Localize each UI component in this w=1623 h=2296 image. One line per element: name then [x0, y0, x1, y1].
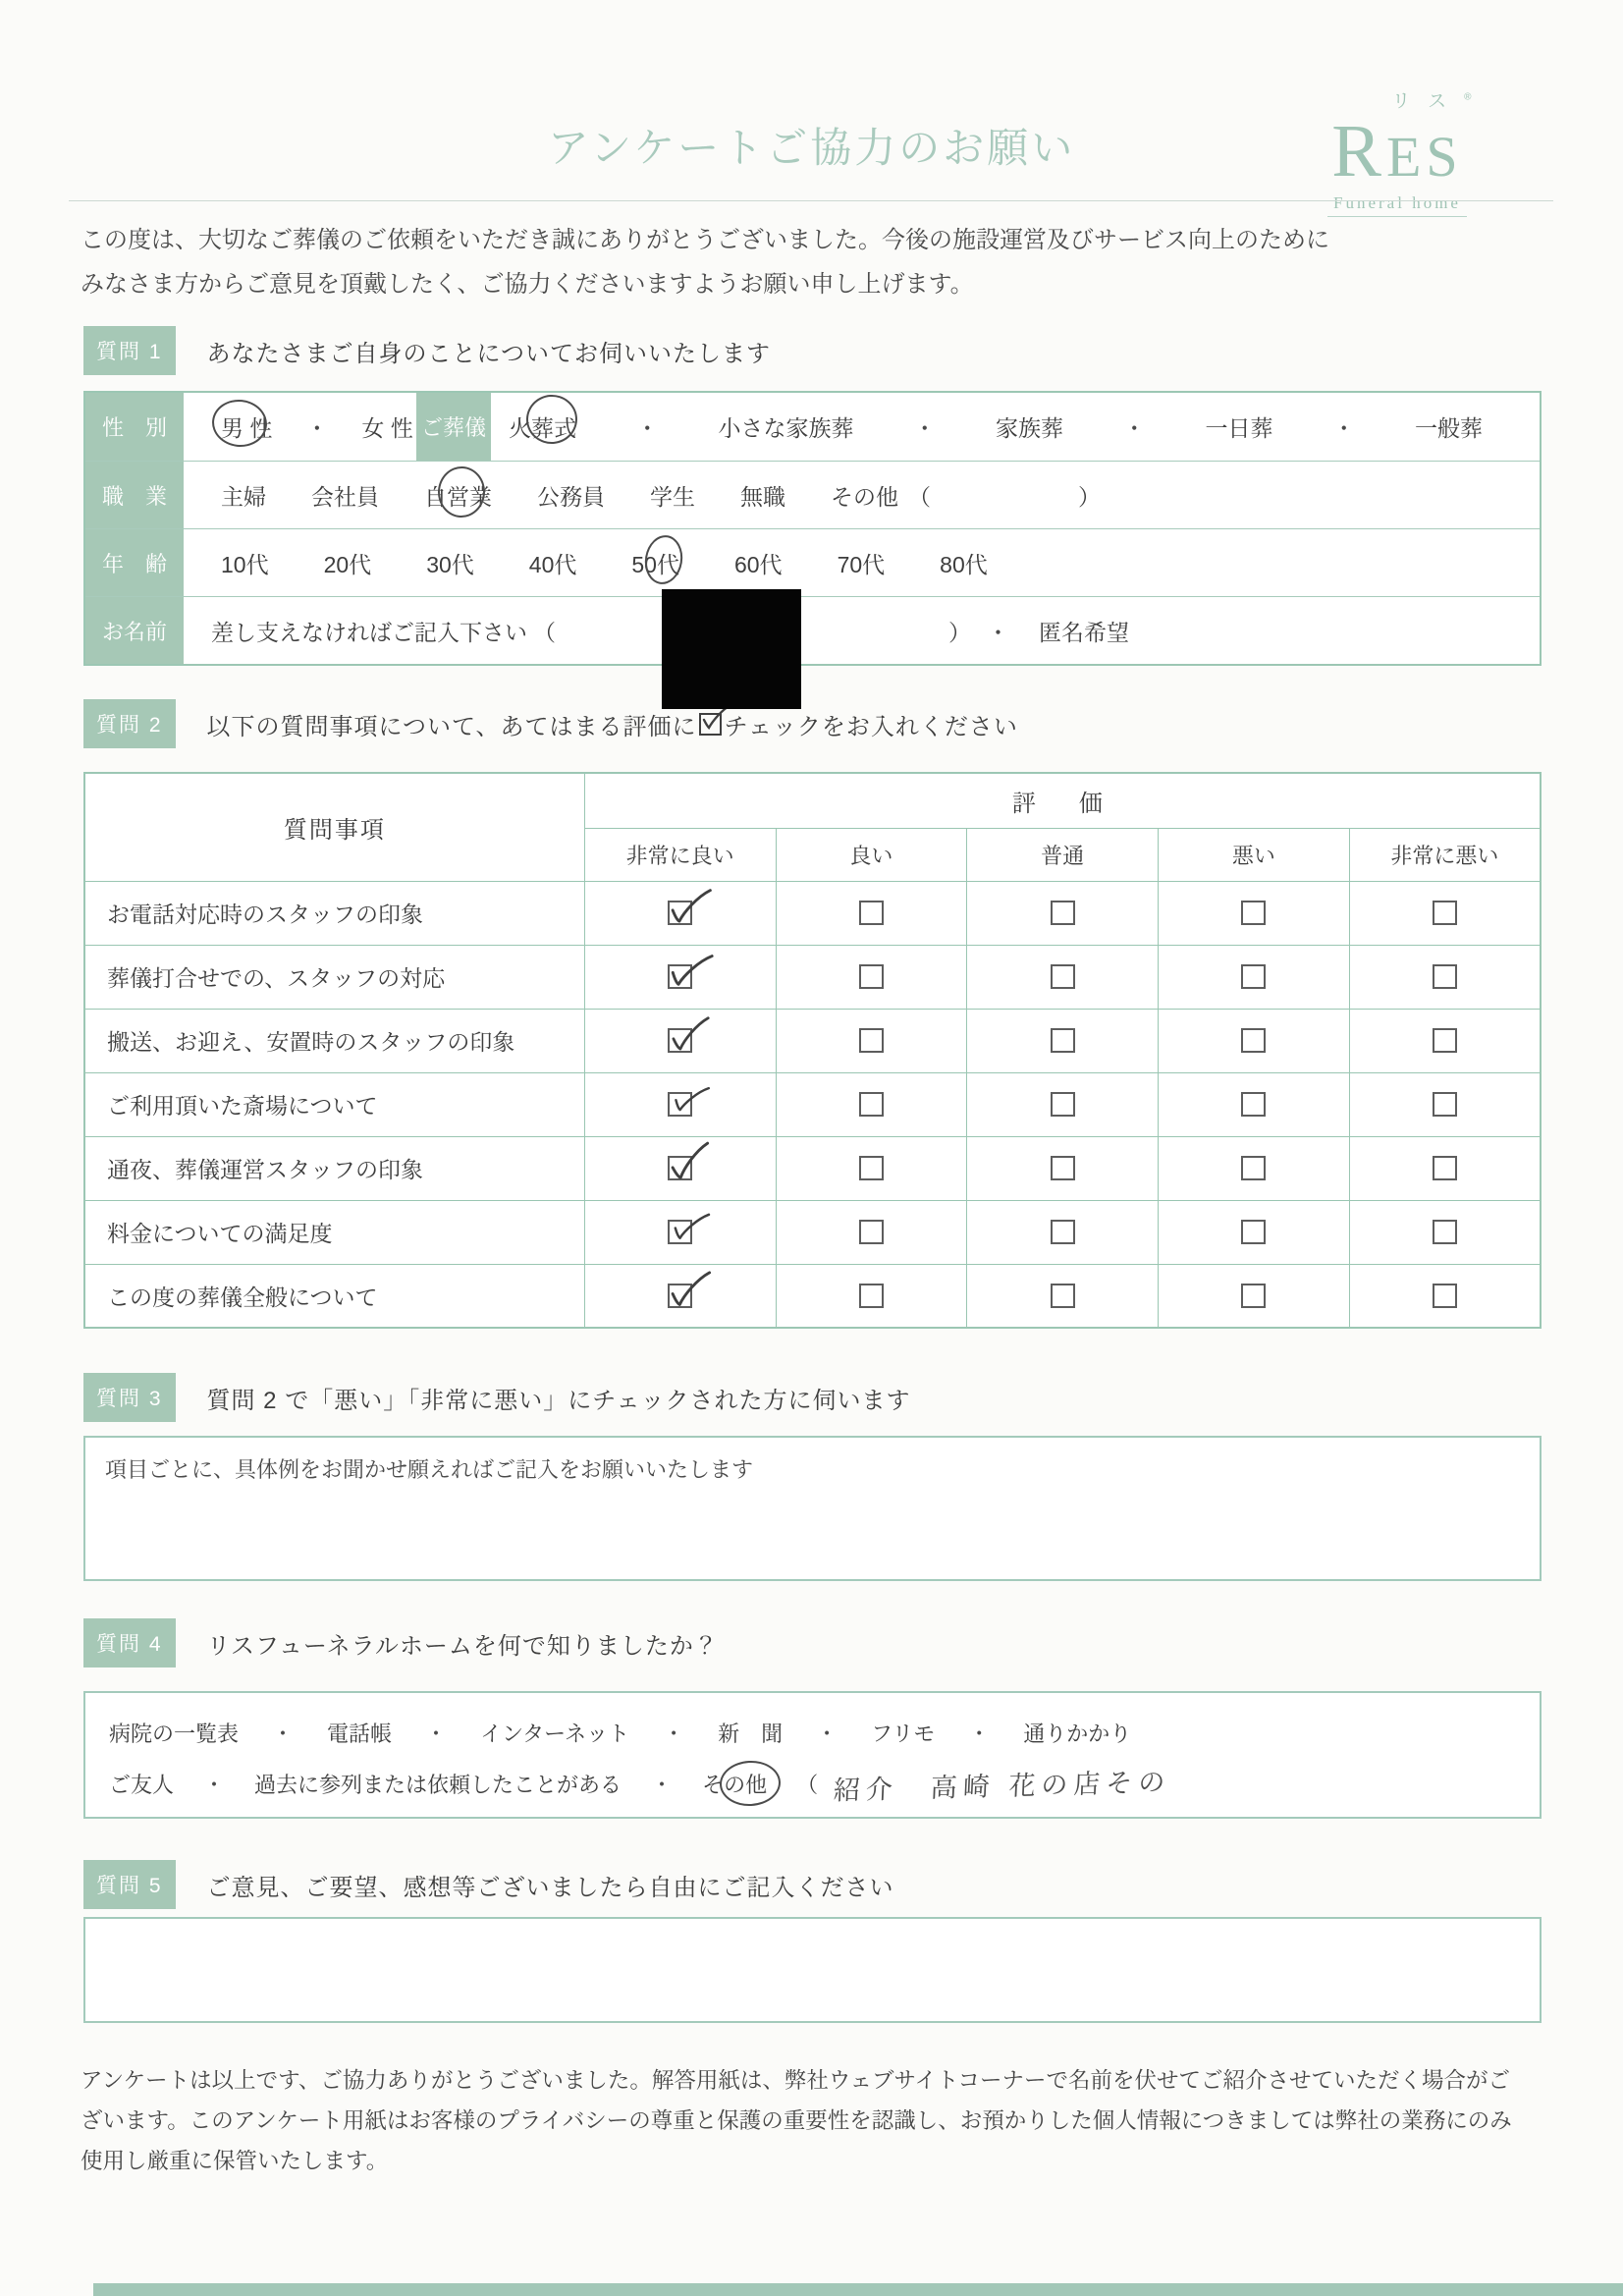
- question4-options-row1: [109, 1707, 1520, 1758]
- logo-kana: [1358, 86, 1505, 113]
- question3-header: [83, 1373, 910, 1422]
- row-label: 料金についての満足度: [84, 1200, 584, 1264]
- checkbox-checked[interactable]: [668, 1284, 692, 1308]
- checkbox[interactable]: [1051, 1028, 1075, 1053]
- table-row: [84, 1200, 1541, 1264]
- option-male[interactable]: 男 性: [221, 410, 272, 443]
- checkbox[interactable]: [1433, 1220, 1457, 1244]
- option-newspaper[interactable]: 新 聞: [718, 1721, 784, 1746]
- checkbox[interactable]: [1433, 1028, 1457, 1053]
- checkbox[interactable]: [1241, 1028, 1266, 1053]
- option-age-40s[interactable]: 40代: [528, 551, 577, 577]
- checkbox[interactable]: [1051, 1220, 1075, 1244]
- header-divider: [69, 200, 1553, 201]
- question5-header: [83, 1860, 894, 1909]
- check-mark: [660, 1139, 719, 1194]
- occupation-label: 職 業: [85, 462, 184, 528]
- checked-checkbox-icon: [699, 713, 722, 736]
- separator-dot: ・: [968, 1721, 991, 1746]
- question5-badge: 質問 5: [83, 1860, 176, 1909]
- question1-title: あなたさまご自身のことについてお伺いいたします: [206, 340, 772, 367]
- checkbox-checked[interactable]: [668, 964, 692, 989]
- checkbox[interactable]: [1241, 1284, 1266, 1308]
- option-phonebook[interactable]: 電話帳: [327, 1721, 393, 1746]
- checkbox[interactable]: [859, 901, 884, 925]
- registered-mark: ®: [1464, 91, 1472, 103]
- page-title: アンケートご協力のお願い: [547, 125, 1076, 171]
- intro-line-2: みなさま方からご意見を頂戴したく、ご協力くださいますようお願い申し上げます。: [81, 271, 974, 298]
- gender-label: 性 別: [85, 393, 184, 461]
- checkbox[interactable]: [1433, 901, 1457, 925]
- paren-close: ）: [948, 619, 971, 645]
- table-row: [84, 1009, 1541, 1072]
- table-row: [84, 1072, 1541, 1136]
- separator-dot: ・: [913, 415, 937, 441]
- question1-header: [83, 326, 771, 375]
- gender-funeral-row: [85, 393, 1540, 461]
- rating-header-row: [84, 773, 1541, 828]
- age-options: [184, 529, 1540, 596]
- option-anonymous[interactable]: 匿名希望: [1039, 619, 1129, 645]
- option-one-day-funeral[interactable]: 一日葬: [1205, 415, 1273, 441]
- question4-title: リスフューネラルホームを何で知りましたか？: [206, 1632, 719, 1660]
- gender-options: [184, 393, 416, 461]
- name-prompt: 差し支えなければご記入下さい: [211, 619, 527, 645]
- option-civil-servant[interactable]: 公務員: [537, 483, 605, 510]
- table-row: [84, 945, 1541, 1009]
- profile-table: [83, 391, 1542, 666]
- paren-open: （: [908, 483, 931, 510]
- checkbox[interactable]: [859, 1092, 884, 1117]
- option-age-30s[interactable]: 30代: [426, 551, 474, 577]
- option-internet[interactable]: インターネット: [480, 1721, 630, 1746]
- name-entry-cell: [184, 597, 1540, 664]
- separator-dot: ・: [987, 619, 1009, 645]
- row-label: この度の葬儀全般について: [84, 1264, 584, 1328]
- option-housewife[interactable]: 主婦: [221, 483, 266, 510]
- checkbox[interactable]: [859, 1220, 884, 1244]
- option-kasoushiki[interactable]: 火葬式: [509, 410, 576, 443]
- option-female[interactable]: 女 性: [361, 415, 413, 441]
- option-small-family-funeral[interactable]: 小さな家族葬: [718, 415, 854, 441]
- rating-very-good: 非常に良い: [584, 828, 776, 881]
- question2-title: 以下の質問事項について、あてはまる評価に チェックをお入れください: [207, 707, 1018, 741]
- option-age-50s[interactable]: 50代: [631, 547, 679, 579]
- option-company-employee[interactable]: 会社員: [311, 483, 379, 510]
- option-unemployed[interactable]: 無職: [740, 483, 785, 510]
- checkbox[interactable]: [859, 1028, 884, 1053]
- checkbox-checked[interactable]: [668, 901, 692, 925]
- question2-header: [83, 699, 1018, 748]
- question3-badge: 質問 3: [83, 1373, 176, 1422]
- question3-free-text-box[interactable]: [83, 1436, 1542, 1581]
- item-column-header: 質問事項: [84, 773, 584, 881]
- option-age-20s[interactable]: 20代: [323, 551, 372, 577]
- question4-header: [83, 1618, 719, 1667]
- question3-title: 質問 2 で「悪い」「非常に悪い」にチェックされた方に伺います: [206, 1387, 911, 1414]
- option-age-10s[interactable]: 10代: [221, 551, 269, 577]
- redacted-name: [662, 589, 801, 709]
- age-label: 年 齢: [85, 529, 184, 596]
- check-mark: [661, 949, 718, 1003]
- checkbox[interactable]: [1241, 901, 1266, 925]
- rating-table: [83, 772, 1542, 1329]
- intro-line-1: この度は、大切なご葬儀のご依頼をいただき誠にありがとうございました。今後の施設運営及びサービス向上のために: [81, 227, 1329, 253]
- checkbox[interactable]: [859, 1156, 884, 1180]
- checkbox[interactable]: [1433, 964, 1457, 989]
- option-student[interactable]: 学生: [650, 483, 695, 510]
- separator-dot: ・: [651, 1772, 674, 1797]
- option-attended-before[interactable]: 過去に参列または依頼したことがある: [254, 1772, 622, 1797]
- checkbox[interactable]: [859, 1284, 884, 1308]
- option-hospital-list[interactable]: 病院の一覧表: [109, 1721, 240, 1746]
- question3-hint: 項目ごとに、具体例をお聞かせ願えればご記入をお願いいたします: [105, 1457, 754, 1482]
- checkbox[interactable]: [859, 964, 884, 989]
- question1-badge: 質問 1: [83, 326, 176, 375]
- privacy-note: アンケートは以上です、ご協力ありがとうございました。解答用紙は、弊社ウェブサイトコーナーで名前を伏せてご紹介させていただく場合がございます。このアンケート用紙はお客様のプライバシーの尊重と保護の重要性を認識し、お預かりした個人情報につきましては弊社の業務にのみ使用し厳重に保管いたします。: [81, 2068, 1512, 2173]
- row-label: 葬儀打合せでの、スタッフの対応: [84, 945, 584, 1009]
- checkbox[interactable]: [1051, 901, 1075, 925]
- separator-dot: ・: [305, 415, 329, 441]
- separator-dot: ・: [816, 1721, 839, 1746]
- question4-options-box: [83, 1691, 1542, 1819]
- separator-dot: ・: [663, 1721, 685, 1746]
- option-family-funeral[interactable]: 家族葬: [996, 415, 1063, 441]
- row-label: 通夜、葬儀運営スタッフの印象: [84, 1136, 584, 1200]
- option-furimo[interactable]: フリモ: [871, 1721, 936, 1746]
- separator-dot: ・: [635, 415, 659, 441]
- rating-column-group-header: 評 価: [584, 773, 1541, 828]
- separator-dot: ・: [1122, 415, 1146, 441]
- intro-paragraph: [81, 218, 1529, 306]
- option-self-employed[interactable]: 自営業: [424, 479, 492, 512]
- name-entry-field[interactable]: [556, 630, 948, 631]
- checkbox[interactable]: [1433, 1092, 1457, 1117]
- option-other-occupation[interactable]: その他 （ ）: [831, 479, 1101, 512]
- question4-options-row2: [109, 1758, 1520, 1809]
- question2-badge: 質問 2: [83, 699, 176, 748]
- checkbox-checked[interactable]: [668, 1220, 692, 1244]
- check-mark: [665, 1080, 714, 1126]
- logo-kana-text: リス: [1391, 91, 1465, 112]
- paren-open: （: [796, 1772, 819, 1797]
- name-row: [85, 596, 1540, 664]
- paren-open: （: [533, 619, 556, 645]
- rating-bad: 悪い: [1159, 828, 1350, 881]
- checkbox-checked[interactable]: [668, 1092, 692, 1117]
- option-friend[interactable]: ご友人: [109, 1772, 175, 1797]
- checkbox-checked[interactable]: [668, 1028, 692, 1053]
- option-passing-by[interactable]: 通りかかり: [1023, 1721, 1132, 1746]
- checkbox[interactable]: [1241, 1156, 1266, 1180]
- checkbox[interactable]: [1051, 1156, 1075, 1180]
- paren-close: ）: [1078, 483, 1101, 510]
- table-row: [84, 881, 1541, 945]
- rating-normal: 普通: [967, 828, 1159, 881]
- row-label: お電話対応時のスタッフの印象: [84, 881, 584, 945]
- funeral-home-logo: [1289, 86, 1505, 217]
- checkbox[interactable]: [1241, 1092, 1266, 1117]
- separator-dot: ・: [272, 1721, 295, 1746]
- question5-title: ご意見、ご要望、感想等ございましたら自由にご記入ください: [206, 1874, 894, 1901]
- option-general-funeral[interactable]: 一般葬: [1415, 415, 1483, 441]
- occupation-options: [184, 462, 1540, 528]
- logo-wordmark: RES: [1331, 110, 1463, 192]
- checkbox-checked[interactable]: [668, 1156, 692, 1180]
- name-label: お名前: [85, 597, 184, 664]
- option-age-60s[interactable]: 60代: [733, 551, 783, 577]
- checkbox[interactable]: [1051, 1092, 1075, 1117]
- funeral-options: [491, 393, 1540, 461]
- checkbox[interactable]: [1051, 1284, 1075, 1308]
- rating-very-bad: 非常に悪い: [1349, 828, 1541, 881]
- check-mark: [663, 1014, 716, 1064]
- check-mark: [662, 1269, 717, 1320]
- table-row: [84, 1136, 1541, 1200]
- handwritten-answer: 紹介 高崎 花の店その: [833, 1766, 1172, 1806]
- option-age-80s[interactable]: 80代: [940, 551, 988, 577]
- funeral-label: ご葬儀: [416, 393, 491, 461]
- table-row: [84, 1264, 1541, 1328]
- question5-free-text-box[interactable]: [83, 1917, 1542, 2023]
- row-label: ご利用頂いた斎場について: [84, 1072, 584, 1136]
- option-age-70s[interactable]: 70代: [837, 551, 886, 577]
- check-mark: [663, 887, 716, 936]
- separator-dot: ・: [203, 1772, 226, 1797]
- occupation-row: [85, 461, 1540, 528]
- age-row: [85, 528, 1540, 596]
- rating-good: 良い: [776, 828, 967, 881]
- checkbox[interactable]: [1051, 964, 1075, 989]
- checkbox[interactable]: [1433, 1156, 1457, 1180]
- separator-dot: ・: [1332, 415, 1356, 441]
- checkbox[interactable]: [1241, 964, 1266, 989]
- logo-tagline: Funeral home: [1327, 191, 1467, 217]
- checkbox[interactable]: [1433, 1284, 1457, 1308]
- check-mark: [665, 1207, 714, 1253]
- separator-dot: ・: [425, 1721, 448, 1746]
- row-label: 搬送、お迎え、安置時のスタッフの印象: [84, 1009, 584, 1072]
- option-other-source[interactable]: その他: [702, 1769, 767, 1799]
- question4-badge: 質問 4: [83, 1618, 176, 1667]
- page-bottom-bar: [93, 2283, 1623, 2296]
- checkbox[interactable]: [1241, 1220, 1266, 1244]
